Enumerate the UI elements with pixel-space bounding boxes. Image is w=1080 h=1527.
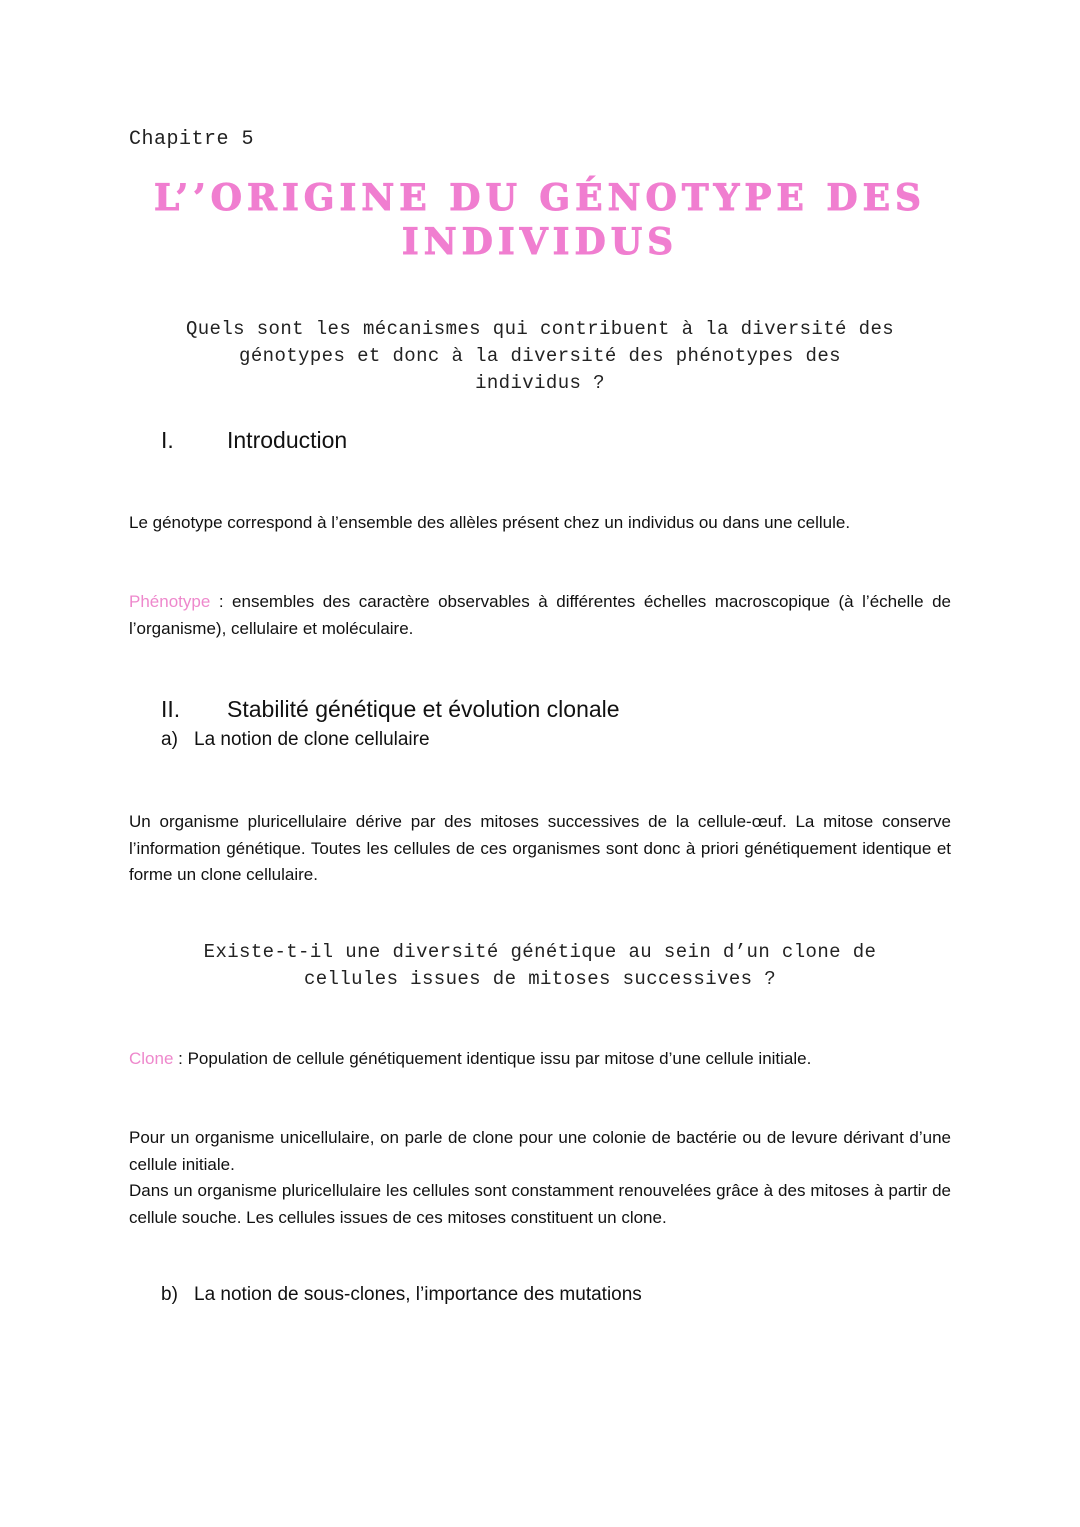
clone-definition-text: : Population de cellule génétiquement identique issu par mitose d’une cellule initiale. (173, 1049, 812, 1068)
section-2-heading (161, 696, 620, 723)
subsection-a-title: La notion de clone cellulaire (194, 729, 430, 750)
section-2-number: II. (161, 696, 181, 722)
genotype-definition: Le génotype correspond à l’ensemble des allèles présent chez un individus ou dans une cellule. (129, 513, 851, 532)
subsection-a-heading (161, 729, 430, 751)
subsection-b-letter: b) (161, 1284, 178, 1305)
pluricellular-paragraph: Dans un organisme pluricellulaire les cellules sont constamment renouvelées grâce à des mitoses à partir de cellule souche. Les cellules issues de ces mitoses constituent un clone. (129, 1181, 951, 1227)
phenotype-term: Phénotype (129, 592, 211, 611)
clone-question: Existe-t-il une diversité génétique au sein d’un clone de cellules issues de mitoses successives ? (203, 941, 877, 990)
clone-definition (129, 1046, 951, 1073)
section-1-title: Introduction (227, 427, 348, 453)
page-title-line-1: L’’ORIGINE DU GÉNOTYPE DES (153, 177, 927, 219)
subsection-a-letter: a) (161, 729, 178, 750)
page-title-line-2: INDIVIDUS (401, 221, 679, 263)
page-title (130, 176, 950, 264)
clone-paragraph: Un organisme pluricellulaire dérive par des mitoses successives de la cellule-œuf. La mitose conserve l’information génétique. Toutes les cellules de ces organismes sont donc à priori génétiquement identique et forme un clone cellulaire. (129, 812, 951, 884)
phenotype-definition (129, 589, 951, 642)
main-question: Quels sont les mécanismes qui contribuent à la diversité des génotypes et donc à la diversité des phénotypes des individus ? (185, 318, 895, 394)
phenotype-definition-text: : ensembles des caractère observables à différentes échelles macroscopique (à l’échelle de l’organisme), cellulaire et moléculaire. (129, 592, 951, 638)
section-1-number: I. (161, 427, 174, 453)
unicellular-paragraph: Pour un organisme unicellulaire, on parle de clone pour une colonie de bactérie ou de levure dérivant d’une cellule initiale. (129, 1128, 951, 1174)
organism-paragraphs (129, 1125, 951, 1231)
section-1-heading (161, 427, 347, 454)
chapter-label: Chapitre 5 (129, 128, 255, 151)
subsection-b-heading (161, 1284, 642, 1306)
clone-term: Clone (129, 1049, 174, 1068)
subsection-b-title: La notion de sous-clones, l’importance des mutations (194, 1284, 642, 1305)
section-2-title: Stabilité génétique et évolution clonale (227, 696, 620, 722)
